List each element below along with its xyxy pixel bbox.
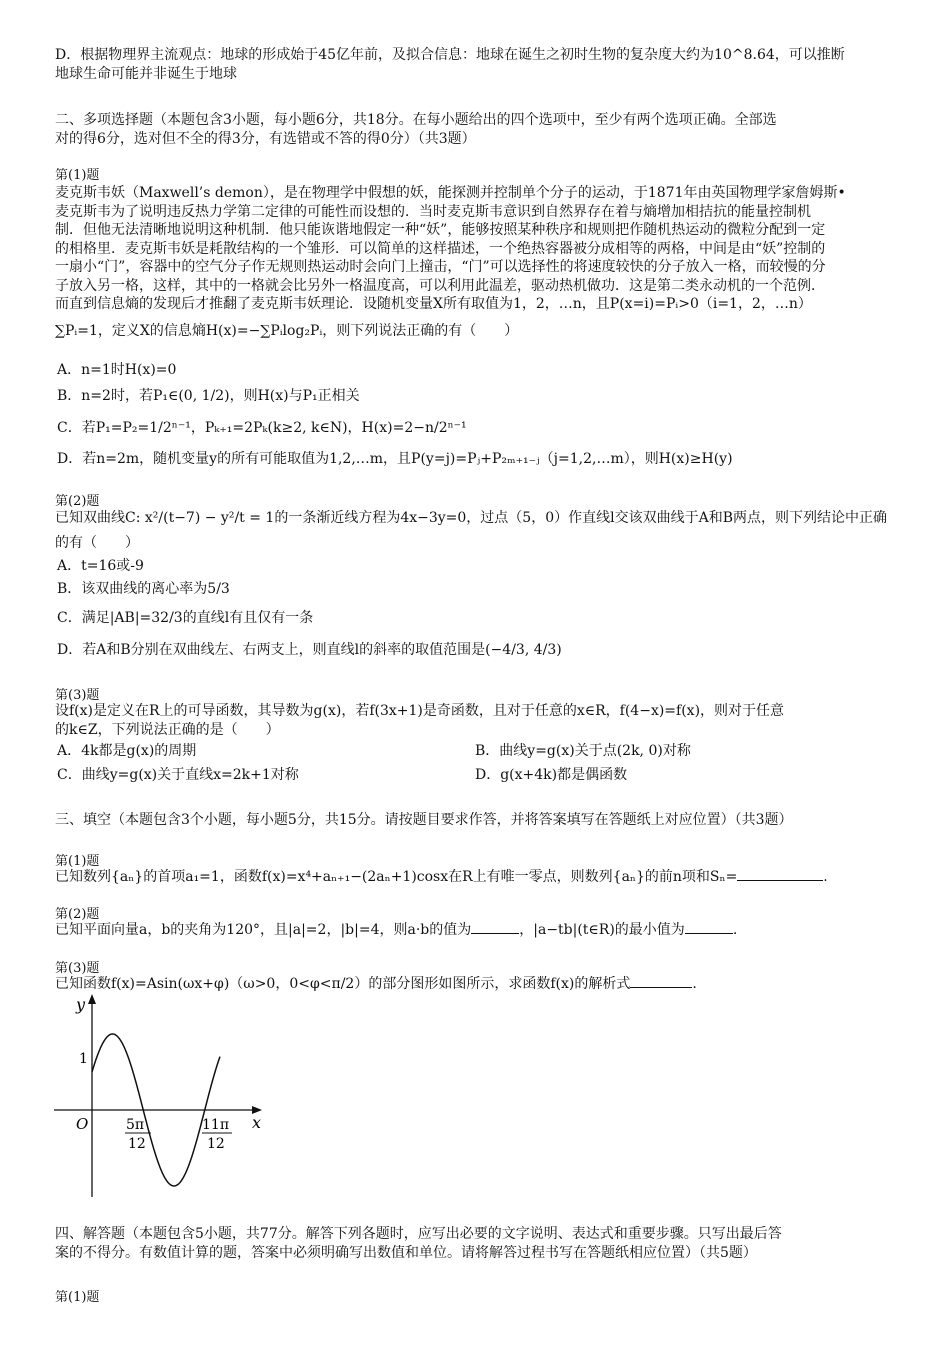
text-line: D．根据物理界主流观点：地球的形成始于45亿年前，及拟合信息：地球在诞生之初时生物的复杂度大约为10^8.64，可以推断	[55, 47, 845, 63]
x-tick-label-denominator: 12	[128, 1136, 146, 1152]
option-d[interactable]: D．g(x+4k)都是偶函数	[475, 767, 628, 783]
answer-blank[interactable]	[685, 921, 733, 934]
text-line: 子放入另一格，这样，其中的一格就会比另外一格温度高，可以利用此温差，驱动热机做功．这是第二类永动机的一个范例．	[55, 277, 825, 294]
option-d[interactable]: D．若n=2m，随机变量y的所有可能取值为1,2,…m，且P(y=j)=Pⱼ+P₂ₘ₊₁₋ⱼ（j=1,2,…m），则H(x)≥H(y)	[57, 451, 733, 467]
question-number: 第(1)题	[55, 1290, 100, 1305]
period: .	[732, 922, 738, 938]
text-line: 制．但他无法清晰地说明这种机制．他只能诙谐地假定一种“妖”，能够按照某种秩序和规则把作随机热运动的微粒分配到一定	[55, 222, 826, 238]
text-line: 地球生命可能并非诞生于地球	[55, 66, 237, 82]
text-line: ∑Pᵢ=1，定义X的信息熵H(x)=−∑Pᵢlog₂Pᵢ，则下列说法正确的有（ ）	[55, 322, 519, 339]
text-line: 已知双曲线C: x²/(t−7) − y²/t = 1的一条渐近线方程为4x−3y=0，过点（5，0）作直线l交该双曲线于A和B两点，则下列结论中正确	[55, 510, 887, 526]
option-b[interactable]: B．该双曲线的离心率为5/3	[57, 581, 230, 597]
option-a[interactable]: A．n=1时H(x)=0	[57, 362, 177, 378]
header-line: 四、解答题（本题包含5小题，共77分。解答下列各题时，应写出必要的文字说明、表达式和重要步骤。只写出最后答	[55, 1226, 782, 1242]
header-line: 二、多项选择题（本题包含3小题，每小题6分，共18分。在每小题给出的四个选项中，至少有两个选项正确。全部选	[55, 112, 777, 128]
question-text	[55, 184, 895, 340]
question-number: 第(1)题	[55, 854, 100, 869]
option-b[interactable]: B．n=2时，若P₁∈(0, 1/2)，则H(x)与P₁正相关	[57, 388, 360, 404]
text-line: 麦克斯韦为了说明违反热力学第二定律的可能性而设想的．当时麦克斯韦意识到自然界存在着与熵增加相拮抗的能量控制机	[55, 203, 811, 220]
period: .	[823, 869, 828, 885]
question-number: 第(2)题	[55, 907, 100, 922]
origin-label: O	[76, 1115, 89, 1133]
x-axis-label: x	[252, 1113, 262, 1132]
section-header-multiple-choice	[55, 111, 895, 149]
y-tick-label: 1	[79, 1051, 88, 1067]
section-header-answers	[55, 1225, 895, 1263]
option-c[interactable]: C．曲线y=g(x)关于直线x=2k+1对称	[57, 767, 299, 783]
question-number: 第(3)题	[55, 688, 100, 703]
option-a[interactable]: A．4k都是g(x)的周期	[57, 743, 197, 759]
text-line: 设f(x)是定义在R上的可导函数，其导数为g(x)，若f(3x+1)是奇函数，且对于任意的x∈R，f(4−x)=f(x)，则对于任意	[55, 703, 785, 719]
option-c[interactable]: C．若P₁=P₂=1/2ⁿ⁻¹，Pₖ₊₁=2Pₖ(k≥2, k∈N)，H(x)=2−n/2ⁿ⁻¹	[57, 420, 467, 436]
answer-blank[interactable]	[737, 868, 823, 881]
question-number: 第(1)题	[55, 168, 100, 183]
period: .	[692, 976, 697, 992]
text-line: ，|a−tb|(t∈R)的最小值为	[519, 922, 685, 938]
x-tick-label-numerator: 11π	[202, 1117, 230, 1133]
text-line: 而直到信息熵的发现后才推翻了麦克斯韦妖理论．设随机变量X所有取值为1，2，…n，且P(x=i)=Pᵢ>0（i=1，2，…n）	[55, 296, 812, 312]
text-line: 已知数列{aₙ}的首项a₁=1，函数f(x)=x⁴+aₙ₊₁−(2aₙ+1)cosx在R上有唯一零点，则数列{aₙ}的前n项和Sₙ=	[55, 869, 738, 885]
header-line: 三、填空（本题包含3个小题，每小题5分，共15分。请按题目要求作答，并将答案填写在答题纸上对应位置）（共3题）	[55, 812, 793, 828]
header-line: 对的得6分，选对但不全的得3分，有选错或不答的得0分）（共3题）	[55, 131, 476, 147]
text-line: 的相格里．麦克斯韦妖是耗散结构的一个雏形．可以简单的这样描述，一个绝热容器被分成相等的两格，中间是由“妖”控制的	[55, 240, 826, 257]
sine-graph-figure	[52, 992, 272, 1202]
header-line: 案的不得分。有数值计算的题，答案中必须明确写出数值和单位。请将解答过程书写在答题纸相应位置）（共5题）	[55, 1245, 757, 1261]
question-text	[55, 868, 895, 887]
text-line: 一扇小“门”，容器中的空气分子作无规则热运动时会向门上撞击，“门”可以选择性的将速度较快的分子放入一格，而较慢的分	[55, 259, 826, 275]
question-text	[55, 921, 895, 940]
x-tick-label-numerator: 5π	[126, 1117, 145, 1133]
section-header-fill-in	[55, 811, 895, 830]
answer-blank[interactable]	[630, 975, 692, 988]
answer-blank[interactable]	[471, 921, 519, 934]
question-text	[55, 702, 895, 740]
option-a[interactable]: A．t=16或-9	[57, 558, 144, 574]
text-line: 的k∈Z，下列说法正确的是（ ）	[55, 722, 280, 738]
option-d-previous	[55, 46, 895, 84]
option-b[interactable]: B．曲线y=g(x)关于点(2k, 0)对称	[475, 743, 691, 759]
text-line: 已知函数f(x)=Asin(ωx+φ)（ω>0，0<φ<π/2）的部分图形如图所示，求函数f(x)的解析式	[55, 976, 631, 992]
question-number: 第(3)题	[55, 961, 100, 976]
text-line: 已知平面向量a，b的夹角为120°，且|a|=2，|b|=4，则a·b的值为	[55, 922, 472, 938]
option-c[interactable]: C．满足|AB|=32/3的直线l有且仅有一条	[57, 610, 314, 626]
text-line: 的有（ ）	[55, 535, 139, 551]
question-text	[55, 509, 895, 553]
text-line: 麦克斯韦妖（Maxwell’s demon），是在物理学中假想的妖，能探测并控制单个分子的运动，于1871年由英国物理学家詹姆斯•	[55, 185, 846, 201]
question-number: 第(2)题	[55, 494, 100, 509]
x-tick-label-denominator: 12	[207, 1136, 225, 1152]
y-axis-arrow	[88, 994, 96, 1004]
y-axis-label: y	[76, 995, 86, 1014]
option-d[interactable]: D．若A和B分别在双曲线左、右两支上，则直线l的斜率的取值范围是(−4/3, 4/3)	[57, 642, 562, 658]
